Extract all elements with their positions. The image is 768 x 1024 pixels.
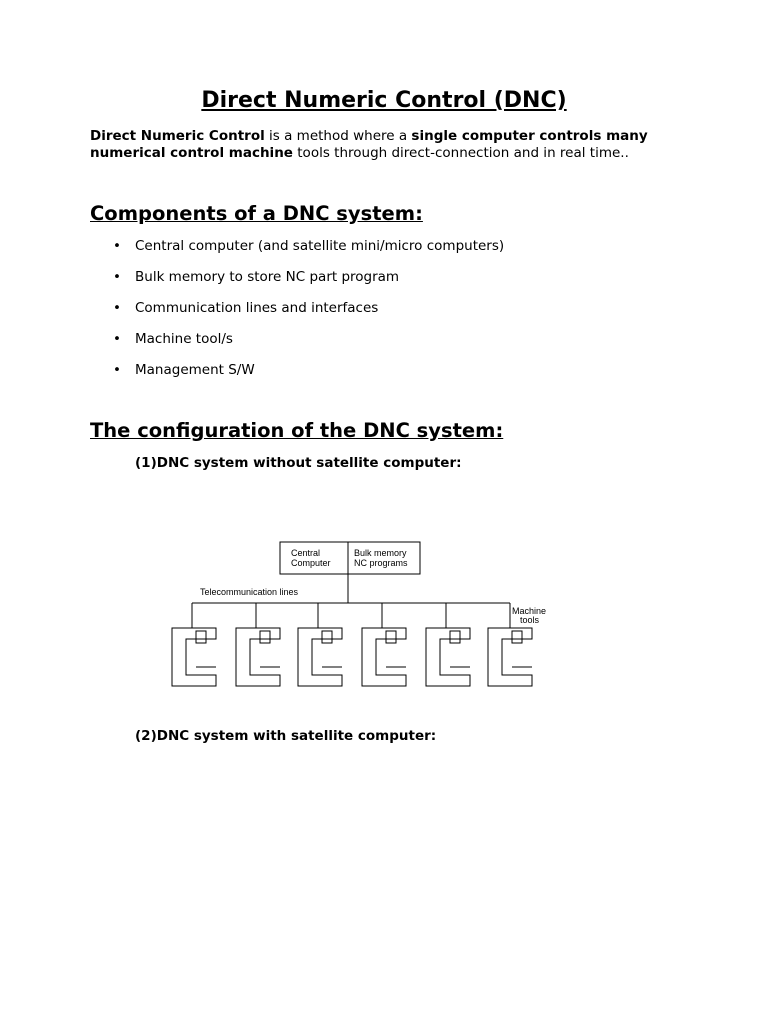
bullet-icon: • (113, 362, 121, 378)
page-title: Direct Numeric Control (DNC) (201, 88, 567, 113)
bullet-icon: • (113, 331, 121, 347)
list-item-text: Bulk memory to store NC part program (135, 269, 400, 285)
list-item-text: Machine tool/s (135, 331, 233, 347)
central-computer-label-1: Central (291, 548, 321, 558)
components-heading: Components of a DNC system: (90, 202, 423, 225)
intro-text-2: tools through direct-connection and in real time.. (292, 145, 629, 161)
intro-term: Direct Numeric Control (90, 128, 265, 144)
list-item-text: Communication lines and interfaces (135, 300, 379, 316)
bullet-icon: • (113, 238, 121, 254)
config-subheading-1: (1)DNC system without satellite computer: (135, 455, 462, 471)
intro-text-1: is a method where a (264, 128, 412, 144)
machine-tools-label-2: tools (520, 615, 540, 625)
machine-tool-icon (236, 628, 280, 686)
config-subheading-2: (2)DNC system with satellite computer: (135, 728, 437, 744)
machine-tool-icon (426, 628, 470, 686)
machine-tool-icon (172, 628, 216, 686)
machine-tool-icon (362, 628, 406, 686)
machine-tools-label-1: Machine (512, 606, 547, 616)
bullet-icon: • (113, 269, 121, 285)
telecom-lines-label: Telecommunication lines (200, 587, 299, 597)
intro-emphasis: single computer controls many numerical control machine (90, 128, 648, 161)
central-computer-label-2: Computer (291, 558, 331, 568)
machine-tool-icon (488, 628, 532, 686)
bullet-icon: • (113, 300, 121, 316)
list-item-text: Management S/W (135, 362, 255, 378)
configuration-heading: The configuration of the DNC system: (90, 419, 504, 442)
bulk-memory-label-2: NC programs (354, 558, 408, 568)
machine-tool-icon (298, 628, 342, 686)
list-item-text: Central computer (and satellite mini/micro computers) (135, 238, 505, 254)
bulk-memory-label-1: Bulk memory (354, 548, 407, 558)
